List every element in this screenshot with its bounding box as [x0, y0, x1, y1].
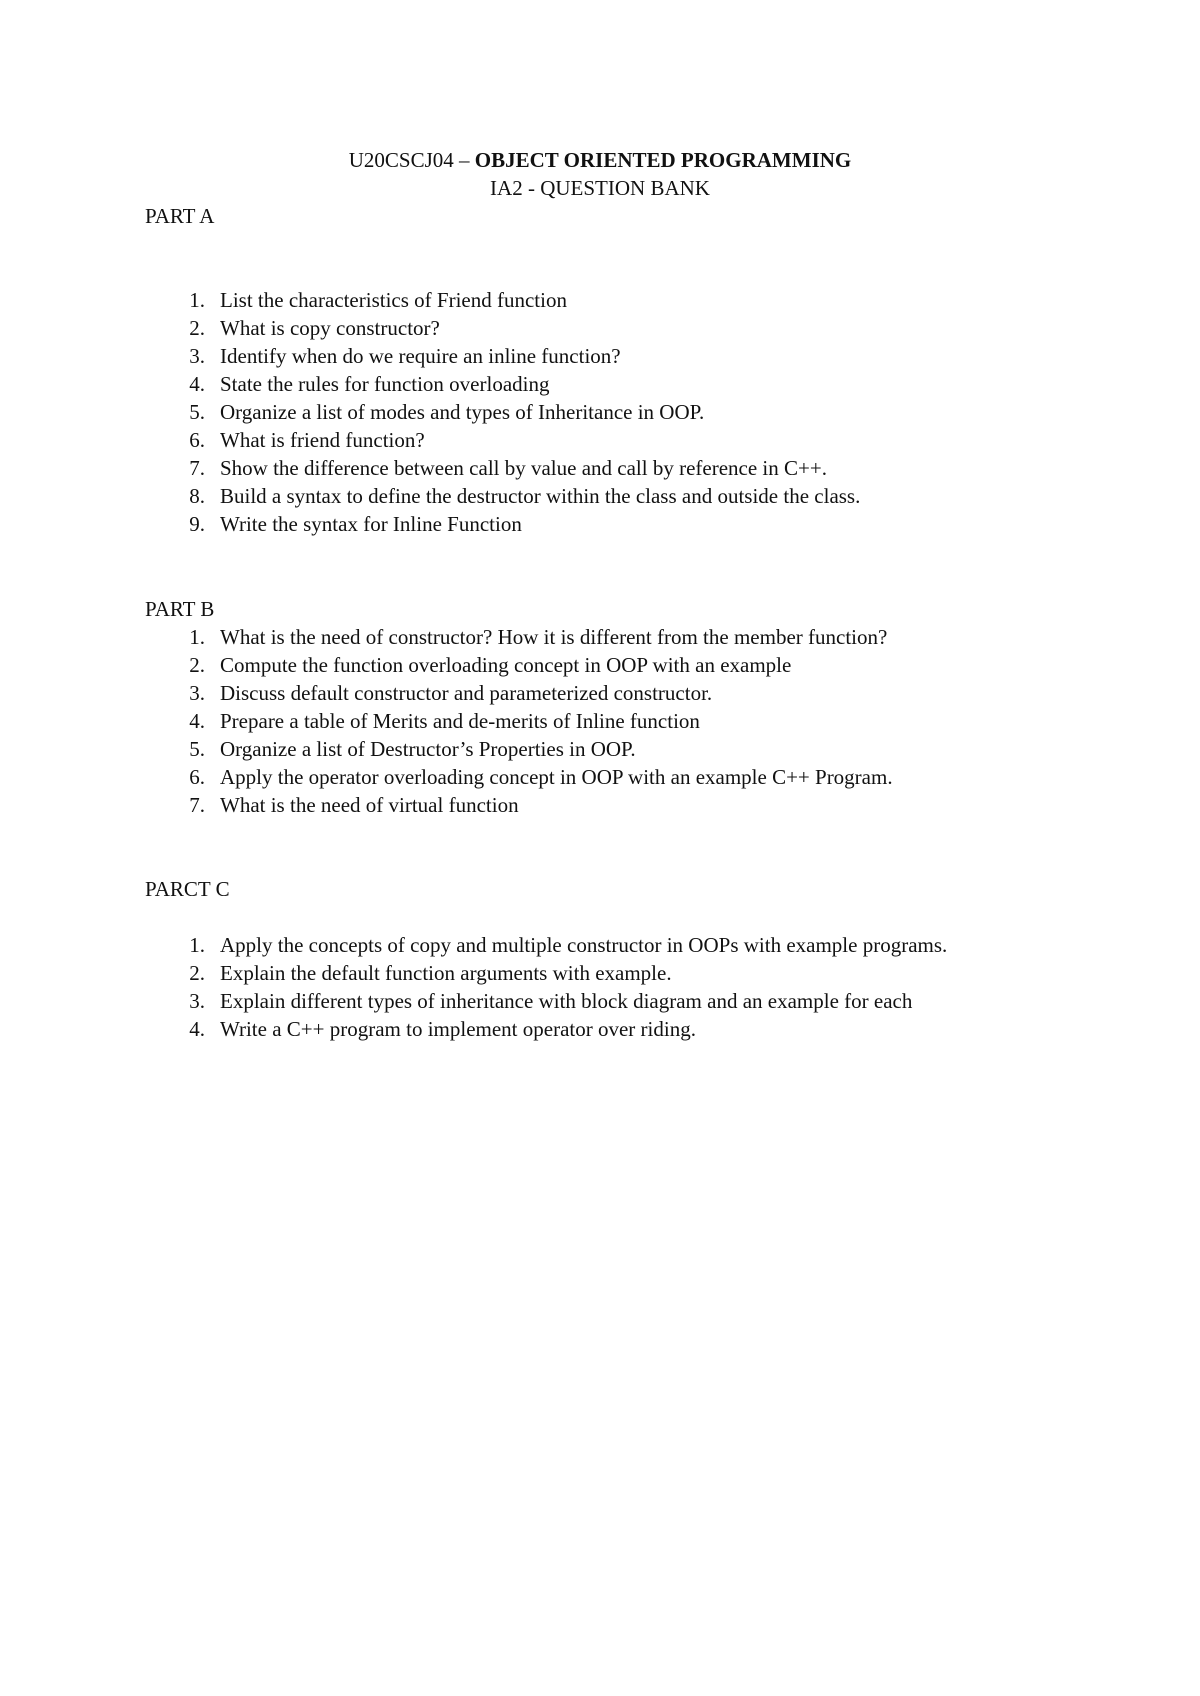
question-text: Explain different types of inheritance with block diagram and an example for each — [220, 989, 913, 1013]
question-number: 2. — [189, 316, 205, 340]
question-text: What is the need of virtual function — [220, 793, 519, 817]
question-number: 6. — [189, 765, 205, 789]
question-text: Show the difference between call by value and call by reference in C++. — [220, 456, 827, 480]
question-number: 1. — [189, 625, 205, 649]
course-title: OBJECT ORIENTED PROGRAMMING — [474, 148, 852, 172]
document-header — [0, 146, 1200, 202]
question-item — [145, 763, 1065, 791]
question-number: 3. — [189, 344, 205, 368]
question-item — [145, 286, 1065, 314]
question-item — [145, 1015, 1065, 1043]
question-item — [145, 735, 1065, 763]
question-number: 4. — [189, 372, 205, 396]
question-text: Build a syntax to define the destructor within the class and outside the class. — [220, 484, 861, 508]
question-text: Apply the concepts of copy and multiple constructor in OOPs with example programs. — [220, 933, 948, 957]
question-text: What is copy constructor? — [220, 316, 440, 340]
question-item — [145, 651, 1065, 679]
question-text: Write the syntax for Inline Function — [220, 512, 522, 536]
question-number: 5. — [189, 400, 205, 424]
question-item — [145, 679, 1065, 707]
question-item — [145, 791, 1065, 819]
part-c-question-list — [145, 931, 1065, 1043]
question-item — [145, 987, 1065, 1015]
question-number: 2. — [189, 961, 205, 985]
question-number: 3. — [189, 989, 205, 1013]
question-item — [145, 959, 1065, 987]
question-text: Explain the default function arguments with example. — [220, 961, 672, 985]
question-text: What is the need of constructor? How it is different from the member function? — [220, 625, 888, 649]
question-number: 7. — [189, 456, 205, 480]
question-text: Identify when do we require an inline function? — [220, 344, 621, 368]
question-text: Apply the operator overloading concept in OOP with an example C++ Program. — [220, 765, 893, 789]
question-text: Organize a list of Destructor’s Properties in OOP. — [220, 737, 636, 761]
question-item — [145, 370, 1065, 398]
question-text: Write a C++ program to implement operator over riding. — [220, 1017, 696, 1041]
question-item — [145, 426, 1065, 454]
question-number: 4. — [189, 1017, 205, 1041]
question-text: List the characteristics of Friend function — [220, 288, 567, 312]
question-number: 7. — [189, 793, 205, 817]
question-number: 6. — [189, 428, 205, 452]
question-number: 1. — [189, 288, 205, 312]
part-c-heading: PARCT C — [145, 877, 230, 901]
question-item — [145, 314, 1065, 342]
question-number: 3. — [189, 681, 205, 705]
part-b-heading: PART B — [145, 597, 215, 621]
question-item — [145, 707, 1065, 735]
question-item — [145, 342, 1065, 370]
question-item — [145, 398, 1065, 426]
course-code: U20CSCJ04 – — [348, 148, 475, 172]
question-number: 2. — [189, 653, 205, 677]
question-number: 1. — [189, 933, 205, 957]
question-number: 5. — [189, 737, 205, 761]
question-text: Discuss default constructor and parameterized constructor. — [220, 681, 713, 705]
question-item — [145, 931, 1065, 959]
question-item — [145, 623, 1065, 651]
question-item — [145, 482, 1065, 510]
part-a-question-list — [145, 286, 1065, 538]
question-number: 8. — [189, 484, 205, 508]
question-text: Prepare a table of Merits and de-merits of Inline function — [220, 709, 700, 733]
part-a-heading: PART A — [145, 204, 215, 228]
question-text: Organize a list of modes and types of Inheritance in OOP. — [220, 400, 705, 424]
question-text: State the rules for function overloading — [220, 372, 550, 396]
question-number: 9. — [189, 512, 205, 536]
question-item — [145, 510, 1065, 538]
question-text: Compute the function overloading concept in OOP with an example — [220, 653, 792, 677]
question-item — [145, 454, 1065, 482]
question-text: What is friend function? — [220, 428, 425, 452]
question-number: 4. — [189, 709, 205, 733]
document-subtitle: IA2 - QUESTION BANK — [490, 176, 710, 200]
part-b-question-list — [145, 623, 1065, 819]
course-heading — [0, 146, 1200, 174]
